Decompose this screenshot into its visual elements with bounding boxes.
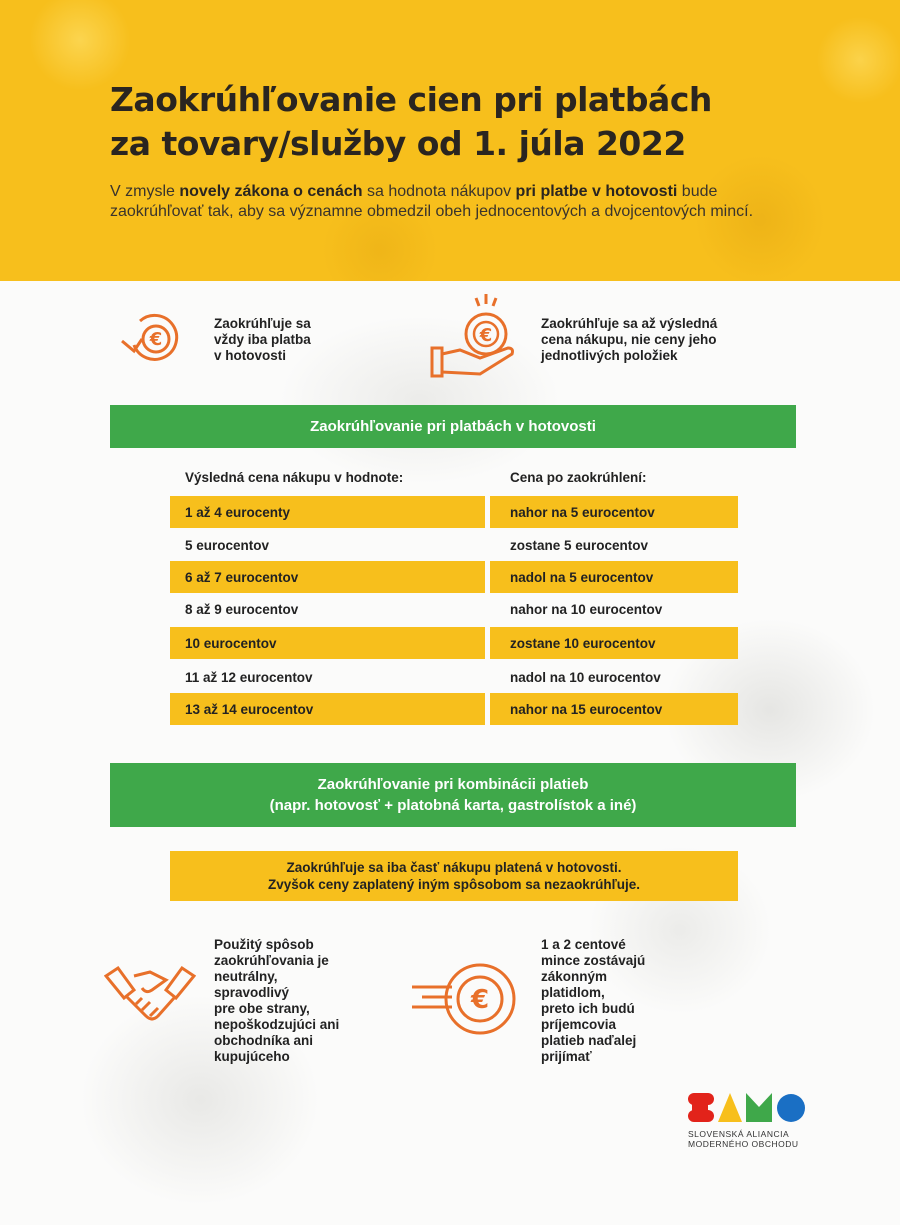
samo-logo — [688, 1093, 808, 1149]
feature-line: zaokrúhľovania je — [214, 953, 329, 968]
logo-caption — [688, 1129, 808, 1149]
intro-bold-2: pri platbe v hotovosti — [515, 183, 678, 200]
feature-line: vždy iba platba — [214, 332, 311, 347]
feature-total-price — [541, 316, 717, 364]
feature-line: pre obe strany, — [214, 1001, 310, 1016]
intro-text-3: bude zaokrúhľovať tak, aby sa významne obmedzil obeh jednocentových a dvojcentových mincí. — [110, 183, 754, 220]
table-cell-rounded: nahor na 15 eurocentov — [490, 693, 738, 725]
feature-neutral-text — [214, 937, 339, 1065]
feature-total-price-text — [541, 316, 717, 364]
feature-line: kupujúceho — [214, 1049, 290, 1064]
table-cell-price: 11 až 12 eurocentov — [185, 669, 313, 685]
feature-line: platieb naďalej — [541, 1033, 637, 1048]
feature-line: nepoškodzujúci ani — [214, 1017, 340, 1032]
table-cell-price: 5 eurocentov — [185, 537, 270, 553]
combo-note — [170, 851, 738, 901]
table-cell-rounded: nadol na 5 eurocentov — [490, 561, 738, 593]
table-cell-rounded: nahor na 10 eurocentov — [510, 601, 663, 617]
feature-cash-only-text — [214, 316, 311, 364]
table-cell-price: 13 až 14 eurocentov — [170, 693, 485, 725]
table-cell-rounded: nadol na 10 eurocentov — [510, 669, 661, 685]
feature-line: preto ich budú — [541, 1001, 635, 1016]
table-cell-price: 10 eurocentov — [170, 627, 485, 659]
feature-line: cena nákupu, nie ceny jeho — [541, 332, 717, 347]
page-title — [110, 78, 830, 166]
svg-text:€: € — [479, 325, 493, 346]
table-cell-rounded: zostane 5 eurocentov — [510, 537, 649, 553]
moving-euro-coin-icon — [408, 963, 520, 1039]
title-line-2: za tovary/služby od 1. júla 2022 — [110, 124, 686, 163]
header-banner — [0, 0, 900, 281]
feature-line: Použitý spôsob — [214, 937, 314, 952]
feature-line: príjemcovia — [541, 1017, 617, 1032]
feature-line: jednotlivých položiek — [541, 348, 678, 363]
feature-line: zákonným — [541, 969, 608, 984]
table-cell-price: 6 až 7 eurocentov — [170, 561, 485, 593]
euro-cycle-icon — [120, 305, 188, 377]
intro-bold-1: novely zákona o cenách — [179, 183, 363, 200]
feature-line: mince zostávajú — [541, 953, 646, 968]
feature-line: Zaokrúhľuje sa — [214, 316, 311, 331]
feature-line: obchodníka ani — [214, 1033, 314, 1048]
feature-coins-legal — [541, 937, 645, 1065]
handshake-icon — [104, 962, 196, 1032]
combo-note-line-2: Zvyšok ceny zaplatený iným spôsobom sa nezaokrúhľuje. — [267, 877, 641, 892]
table-cell-price: 1 až 4 eurocenty — [170, 496, 485, 528]
section-combo-heading-line-1: Zaokrúhľovanie pri kombinácii platieb — [317, 776, 589, 793]
table-cell-rounded: nahor na 5 eurocentov — [490, 496, 738, 528]
section-cash-heading: Zaokrúhľovanie pri platbách v hotovosti — [110, 405, 796, 448]
svg-text:€: € — [470, 985, 490, 1015]
feature-line: spravodlivý — [214, 985, 290, 1000]
feature-line: neutrálny, — [214, 969, 278, 984]
feature-line: prijímať — [541, 1049, 592, 1064]
hand-coin-icon — [430, 292, 520, 386]
table-cell-rounded: zostane 10 eurocentov — [490, 627, 738, 659]
svg-text:€: € — [149, 329, 163, 350]
section-combo-heading-line-2: (napr. hotovosť + platobná karta, gastrolístok a iné) — [269, 797, 637, 814]
intro-text-2: sa hodnota nákupov — [362, 183, 516, 200]
intro-paragraph — [110, 182, 810, 222]
intro-text-1: V zmysle — [110, 183, 180, 200]
column-header-rounded: Cena po zaokrúhlení: — [510, 470, 647, 485]
feature-line: platidlom, — [541, 985, 605, 1000]
feature-coins-legal-text — [541, 937, 645, 1065]
table-cell-price: 8 až 9 eurocentov — [185, 601, 299, 617]
title-line-1: Zaokrúhľovanie cien pri platbách — [110, 80, 712, 119]
combo-note-line-1: Zaokrúhľuje sa iba časť nákupu platená v hotovosti. — [286, 860, 622, 875]
logo-caption-line-2: MODERNÉHO OBCHODU — [688, 1139, 799, 1149]
feature-line: Zaokrúhľuje sa až výsledná — [541, 316, 718, 331]
feature-line: v hotovosti — [214, 348, 287, 363]
section-combo-heading — [110, 763, 796, 827]
feature-neutral — [214, 937, 339, 1065]
feature-cash-only — [214, 316, 311, 364]
samo-logo-mark — [688, 1093, 808, 1123]
feature-line: 1 a 2 centové — [541, 937, 626, 952]
logo-caption-line-1: SLOVENSKÁ ALIANCIA — [688, 1129, 790, 1139]
column-header-price: Výsledná cena nákupu v hodnote: — [185, 470, 404, 485]
